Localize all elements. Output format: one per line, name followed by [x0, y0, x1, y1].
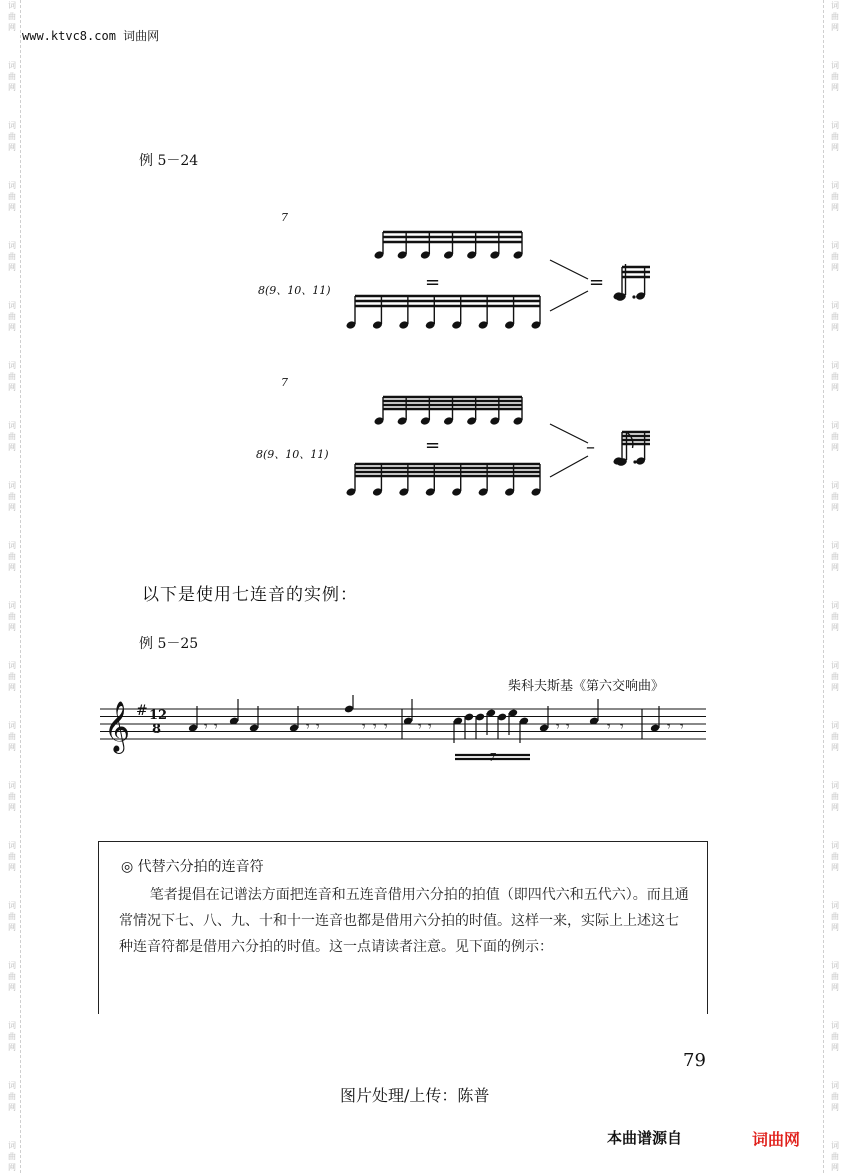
- watermark-glyphs: 词 曲 网: [8, 301, 16, 332]
- eighth-rest-icon: 𝄾: [362, 719, 366, 735]
- info-box-body: 笔者提倡在记谱法方面把连音和五连音借用六分拍的拍值（即四代六和五代六）。而且通常情况下七、八、九、十和十一连音也都是借用六分拍的时值。这样一来，实际上上述这七种连音符都是借用六分拍的时值。这一点请读者注意。见下面的例示：: [119, 887, 689, 955]
- watermark-glyphs: 词 曲 网: [8, 1081, 16, 1112]
- tuplet-number-8-b: 8(9、10、11): [256, 448, 329, 461]
- left-watermark-column: [4, 0, 20, 1173]
- example-label-5-24: 例 5－24: [139, 153, 199, 169]
- equals-sign-3: =: [425, 435, 441, 456]
- tuplet-number-8-a: 8(9、10、11): [258, 284, 331, 297]
- dotted-quarter-note: [615, 264, 636, 302]
- eighth-rest-icon: 𝄾: [384, 719, 388, 735]
- eighth-rest-icon: 𝄾: [556, 719, 560, 735]
- info-box: [98, 841, 708, 1014]
- watermark-glyphs: 词 曲 网: [831, 61, 839, 92]
- septuplet-notes-group-c: [374, 397, 524, 426]
- upload-credit: 图片处理/上传：陈普: [340, 1086, 490, 1105]
- eighth-rest-icon: 𝄾: [667, 719, 671, 735]
- watermark-glyphs: 词 曲 网: [8, 421, 16, 452]
- watermark-glyphs: 词 曲 网: [831, 841, 839, 872]
- eighth-rest-icon: 𝄾: [204, 719, 208, 735]
- watermark-glyphs: 词 曲 网: [831, 1081, 839, 1112]
- watermark-glyphs: 词 曲 网: [8, 481, 16, 512]
- composer-attribution: 柴科夫斯基《第六交响曲》: [508, 679, 665, 694]
- right-watermark-column: [827, 0, 843, 1173]
- septuplet-number: 7: [489, 751, 496, 764]
- eighth-rest-icon: 𝄾: [418, 719, 422, 735]
- watermark-glyphs: 词 曲 网: [8, 661, 16, 692]
- eighth-rest-icon: 𝄾: [306, 719, 310, 735]
- equals-sign-2: =: [589, 272, 605, 293]
- octuplet-notes-group-d: [346, 464, 542, 497]
- tuplet-equivalence-diagram: [170, 200, 650, 530]
- eighth-rest-icon: 𝄾: [373, 719, 377, 735]
- watermark-glyphs: 词 曲 网: [8, 901, 16, 932]
- intro-sentence: 以下是使用七连音的实例：: [142, 585, 358, 605]
- watermark-glyphs: 词 曲 网: [831, 361, 839, 392]
- watermark-glyphs: 词 曲 网: [831, 301, 839, 332]
- watermark-glyphs: 词 曲 网: [831, 961, 839, 992]
- eighth-rest-icon: 𝄾: [620, 719, 624, 735]
- watermark-glyphs: 词 曲 网: [831, 1141, 839, 1172]
- musical-staff-excerpt: [100, 695, 706, 765]
- time-signature-bottom: 8: [152, 722, 162, 737]
- watermark-glyphs: 词 曲 网: [8, 841, 16, 872]
- example-label-5-25: 例 5－25: [139, 636, 199, 652]
- septuplet-notes-group-a: [374, 232, 524, 260]
- watermark-glyphs: 词 曲 网: [8, 1141, 16, 1172]
- eighth-rest-icon: 𝄾: [316, 719, 320, 735]
- dotted-eighth-note: [616, 432, 637, 467]
- right-margin-guide: [823, 0, 824, 1173]
- watermark-glyphs: 词 曲 网: [831, 661, 839, 692]
- watermark-glyphs: 词 曲 网: [831, 121, 839, 152]
- source-brand-link[interactable]: 词曲网: [752, 1130, 801, 1149]
- watermark-glyphs: 词 曲 网: [831, 541, 839, 572]
- watermark-glyphs: 词 曲 网: [831, 241, 839, 272]
- watermark-glyphs: 词 曲 网: [8, 1021, 16, 1052]
- watermark-glyphs: 词 曲 网: [8, 121, 16, 152]
- eighth-rest-icon: 𝄾: [680, 719, 684, 735]
- watermark-glyphs: 词 曲 网: [8, 721, 16, 752]
- octuplet-notes-group-b: [346, 296, 542, 330]
- watermark-glyphs: 词 曲 网: [831, 481, 839, 512]
- dash-sign: –: [586, 437, 595, 458]
- equals-sign-1: =: [425, 272, 441, 293]
- eighth-rest-icon: 𝄾: [428, 719, 432, 735]
- watermark-glyphs: 词 曲 网: [831, 781, 839, 812]
- watermark-glyphs: 词 曲 网: [831, 1021, 839, 1052]
- left-margin-guide: [20, 0, 21, 1173]
- watermark-glyphs: 词 曲 网: [831, 601, 839, 632]
- watermark-glyphs: 词 曲 网: [8, 541, 16, 572]
- treble-clef-icon: 𝄞: [104, 701, 131, 752]
- page-number: 79: [683, 1050, 706, 1071]
- watermark-glyphs: 词 曲 网: [831, 1, 839, 32]
- tuplet-number-7-b: 7: [281, 376, 288, 389]
- tuplet-number-7-a: 7: [281, 211, 288, 224]
- watermark-glyphs: 词 曲 网: [831, 421, 839, 452]
- watermark-glyphs: 词 曲 网: [831, 721, 839, 752]
- watermark-glyphs: 词 曲 网: [8, 61, 16, 92]
- source-label: 本曲谱源自: [607, 1129, 683, 1147]
- info-box-title: ◎ 代替六分拍的连音符: [121, 859, 264, 875]
- watermark-glyphs: 词 曲 网: [8, 181, 16, 212]
- eighth-rest-icon: 𝄾: [607, 719, 611, 735]
- site-url[interactable]: www.ktvc8.com 词曲网: [22, 29, 160, 43]
- eighth-rest-icon: 𝄾: [214, 719, 218, 735]
- watermark-glyphs: 词 曲 网: [8, 241, 16, 272]
- watermark-glyphs: 词 曲 网: [831, 901, 839, 932]
- watermark-glyphs: 词 曲 网: [8, 781, 16, 812]
- watermark-glyphs: 词 曲 网: [8, 1, 16, 32]
- watermark-glyphs: 词 曲 网: [831, 181, 839, 212]
- time-signature-top: 12: [149, 708, 168, 723]
- watermark-glyphs: 词 曲 网: [8, 961, 16, 992]
- watermark-glyphs: 词 曲 网: [8, 601, 16, 632]
- eighth-rest-icon: 𝄾: [566, 719, 570, 735]
- key-signature-sharp: #: [136, 703, 148, 719]
- watermark-glyphs: 词 曲 网: [8, 361, 16, 392]
